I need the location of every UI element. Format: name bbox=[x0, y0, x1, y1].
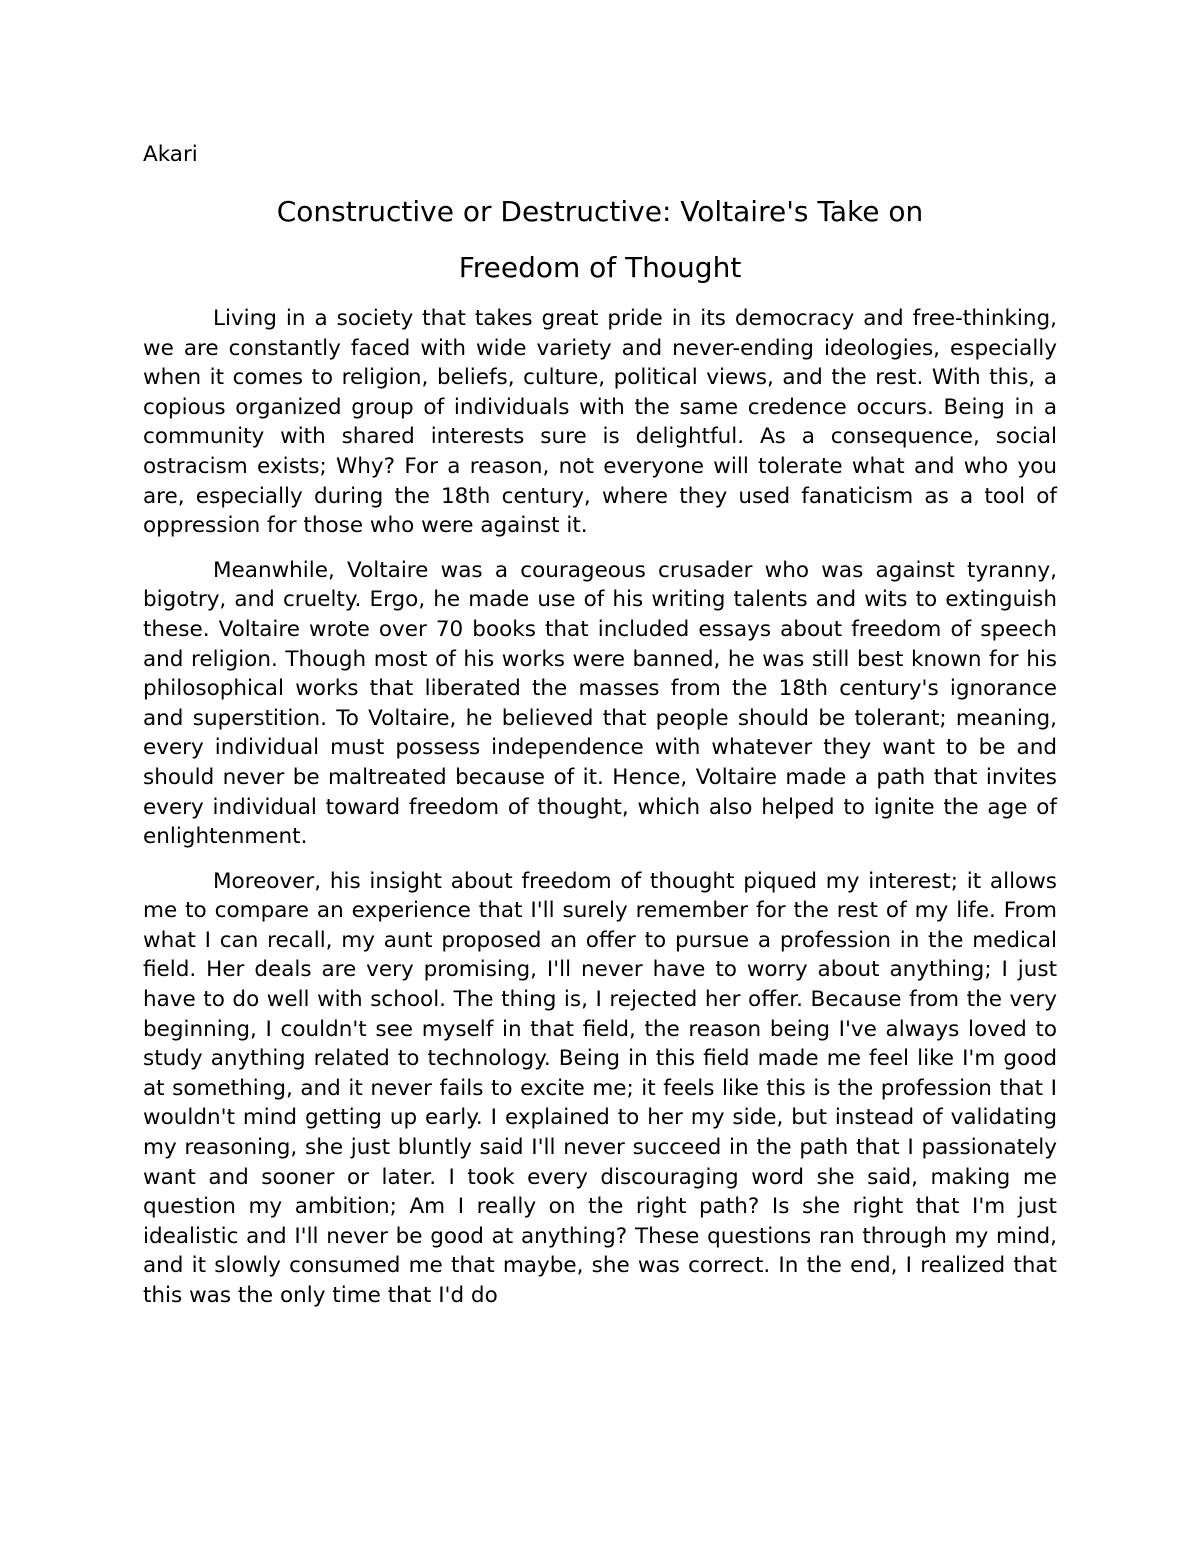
paragraph-2: Meanwhile, Voltaire was a courageous crusader who was against tyranny, bigotry, and cruelty. Ergo, he made use of his writing talents and wits to extinguish these. Voltaire wrote over 70 books that included essays about freedom of speech and religion. Though most of his works were banned, he was still best known for his philosophical works that liberated the masses from the 18th century's ignorance and superstition. To Voltaire, he believed that people should be tolerant; meaning, every individual must possess independence with whatever they want to be and should never be maltreated because of it. Hence, Voltaire made a path that invites every individual toward freedom of thought, which also helped to ignite the age of enlightenment. bbox=[143, 557, 1057, 850]
title-line-2: Freedom of Thought bbox=[458, 251, 742, 284]
document-page bbox=[143, 140, 1057, 1311]
paragraph-1: Living in a society that takes great pride in its democracy and free-thinking, we are constantly faced with wide variety and never-ending ideologies, especially when it comes to religion, beliefs, culture, political views, and the rest. With this, a copious organized group of individuals with the same credence occurs. Being in a community with shared interests sure is delightful. As a consequence, social ostracism exists; Why? For a reason, not everyone will tolerate what and who you are, especially during the 18th century, where they used fanaticism as a tool of oppression for those who were against it. bbox=[143, 306, 1057, 539]
paragraph-3: Moreover, his insight about freedom of thought piqued my interest; it allows me to compare an experience that I'll surely remember for the rest of my life. From what I can recall, my aunt proposed an offer to pursue a profession in the medical field. Her deals are very promising, I'll never have to worry about anything; I just have to do well with school. The thing is, I rejected her offer. Because from the very beginning, I couldn't see myself in that field, the reason being I've always loved to study anything related to technology. Being in this field made me feel like I'm good at something, and it never fails to excite me; it feels like this is the profession that I wouldn't mind getting up early. I explained to her my side, but instead of validating my reasoning, she just bluntly said I'll never succeed in the path that I passionately want and sooner or later. I took every discouraging word she said, making me question my ambition; Am I really on the right path? Is she right that I'm just idealistic and I'll never be good at anything? These questions ran through my mind, and it slowly consumed me that maybe, she was correct. In the end, I realized that this was the only time that I'd do bbox=[143, 868, 1057, 1308]
author-name: Akari bbox=[143, 142, 198, 167]
title-line-1: Constructive or Destructive: Voltaire's Take on bbox=[276, 195, 924, 228]
document-title bbox=[143, 184, 1057, 296]
